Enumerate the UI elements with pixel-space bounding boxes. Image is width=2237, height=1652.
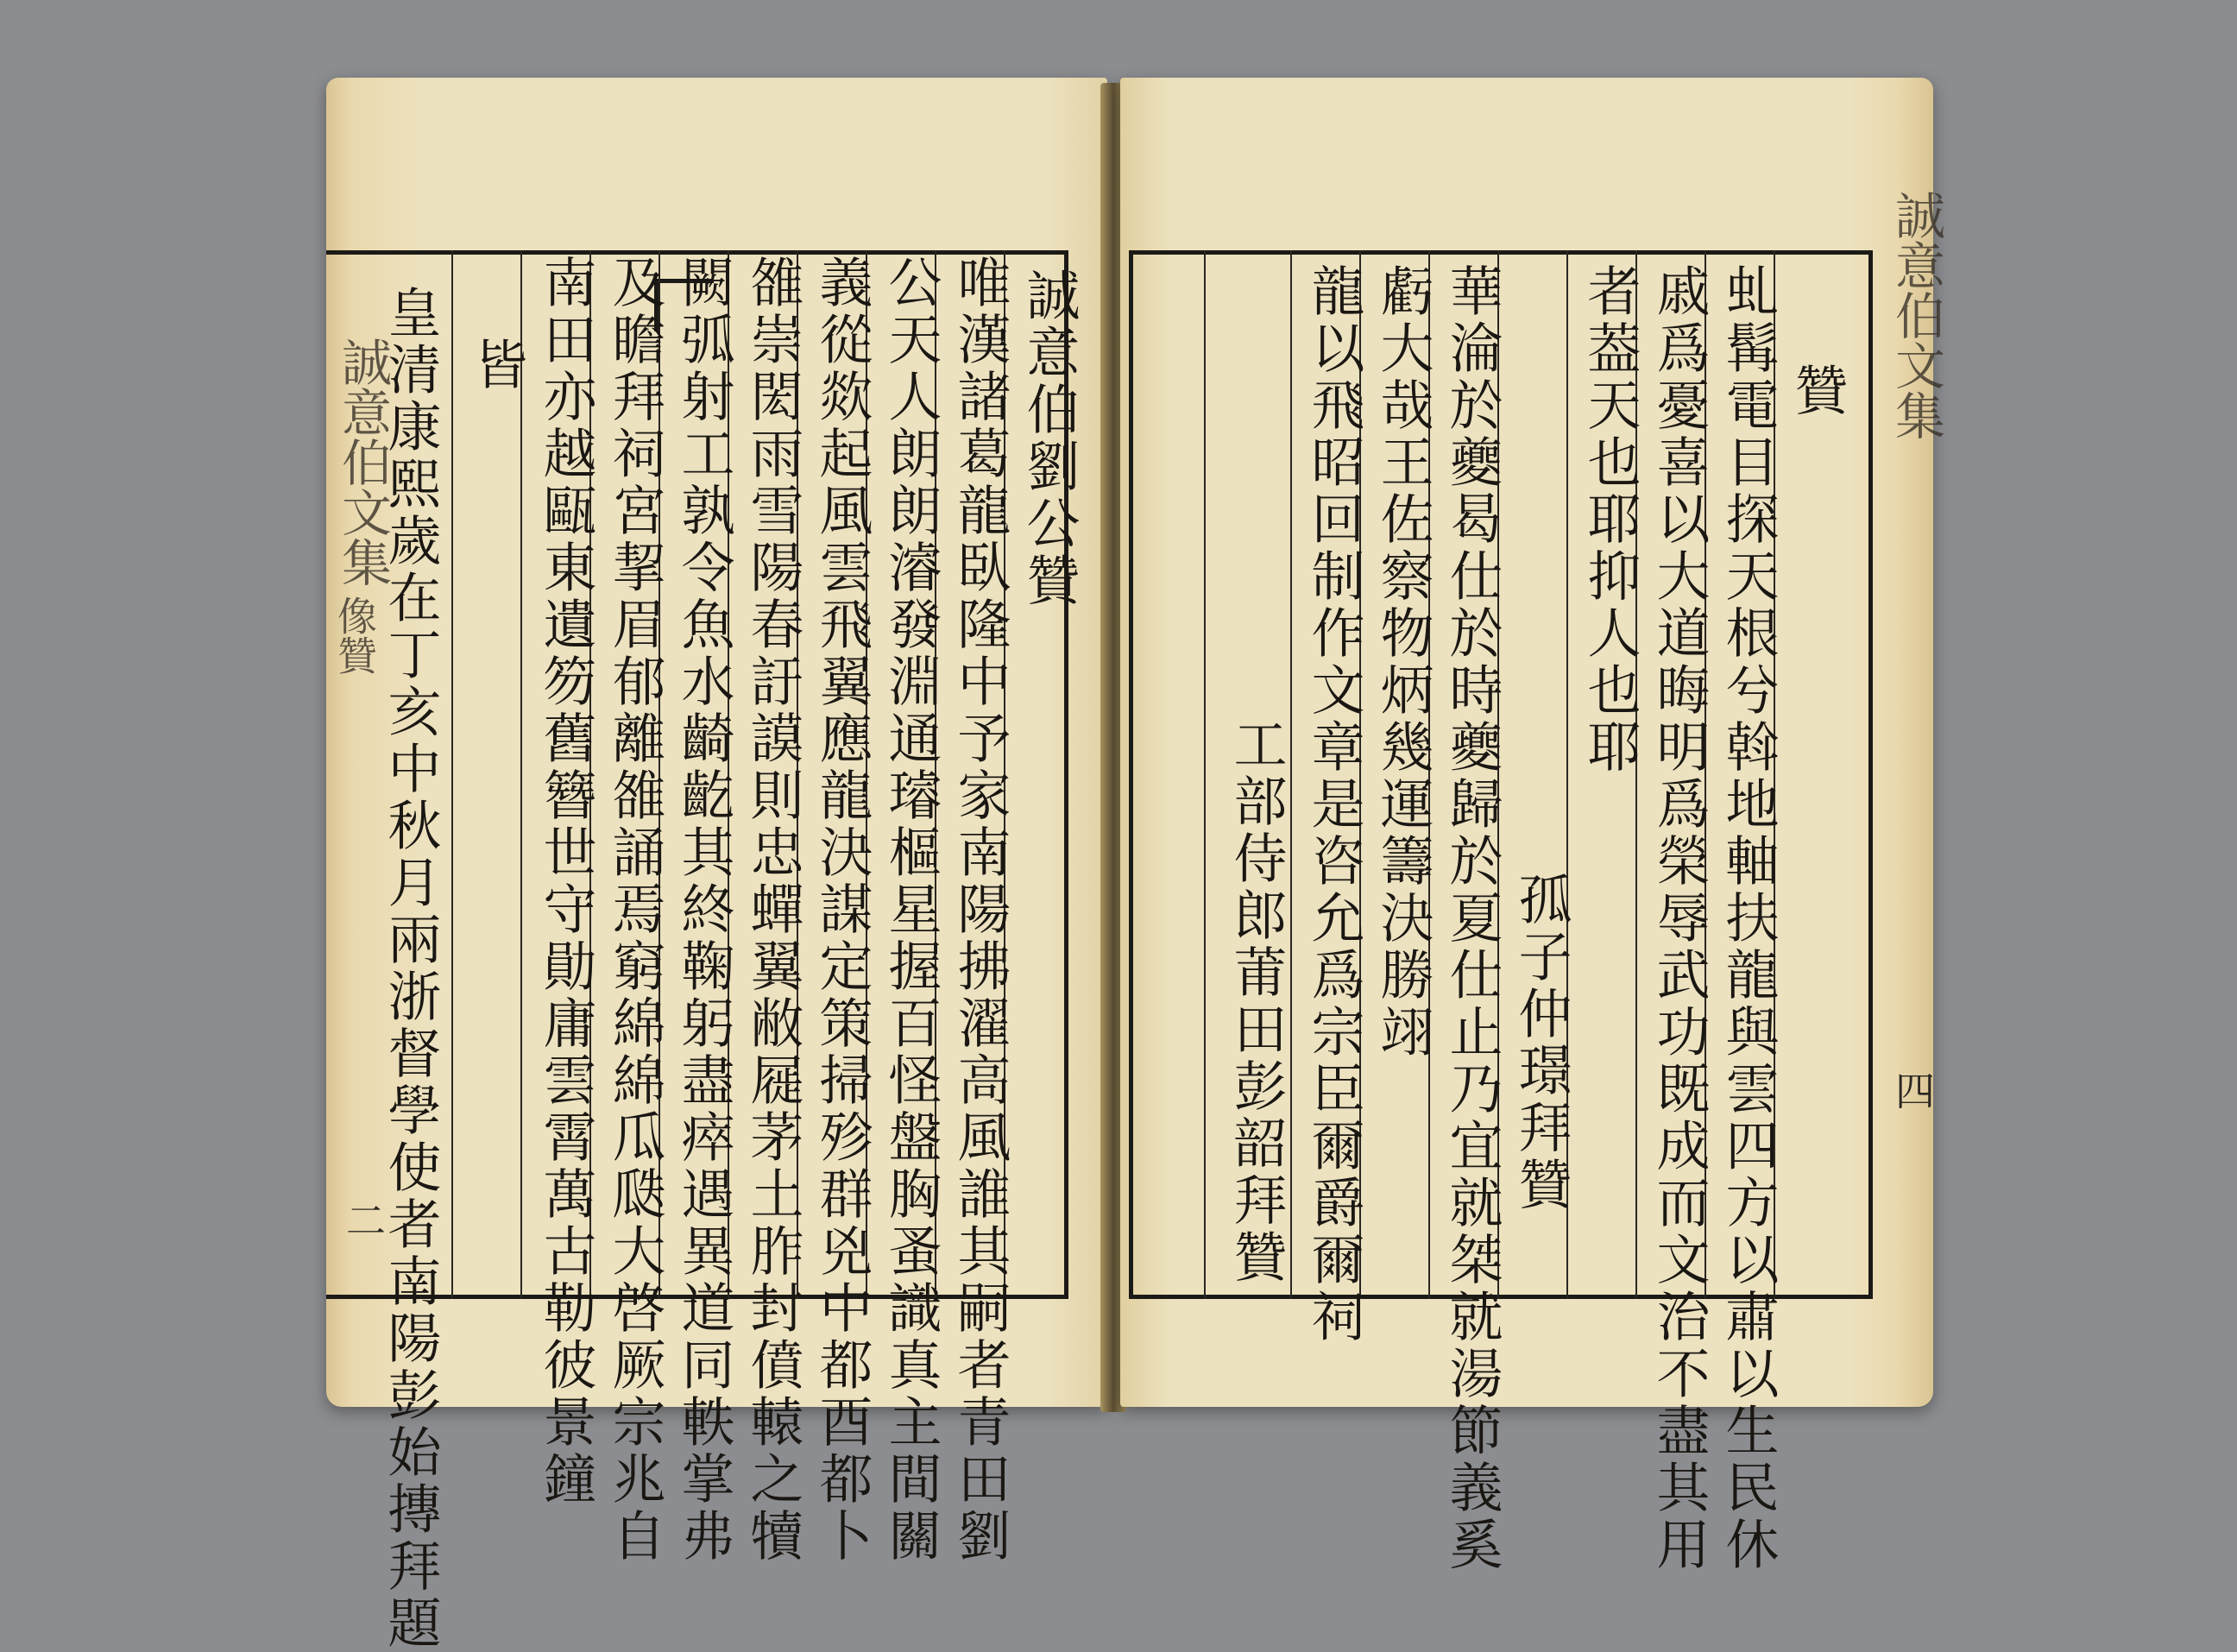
column-text: 龍以飛昭回制作文章是咨允爲宗臣爾爵爾祠 (1302, 263, 1365, 1346)
signature-line: 孤子仲璟拜贊 (1509, 872, 1572, 1214)
left-folio: 二 (340, 1200, 387, 1239)
column-text: 虬髯電目探天根兮斡地軸扶龍與雲四方以肅以生民休 (1717, 263, 1780, 1573)
column-title: 誠意伯劉公贊 (1018, 268, 1081, 609)
open-book (326, 78, 1945, 1652)
column-heading: 贊 (1786, 363, 1849, 419)
column-rule (1204, 250, 1206, 1299)
column-text: 公天人朗朗濬發淵通璿樞星握百怪盤胸蚤識真主間關 (879, 255, 942, 1565)
left-edge-subtitle: 像贊 (331, 596, 378, 675)
signature-line: 工部侍郎莆田彭韶拜贊 (1225, 716, 1288, 1286)
left-edge-title: 誠意伯文集 (333, 337, 392, 587)
column-text: 南田亦越甌東遺笏舊簪世守勛庸雲霄萬古勒彼景鐘 (534, 255, 597, 1508)
column-text: 虧大哉王佐察物炳幾運籌決勝翊 (1371, 263, 1434, 1061)
colophon-line: 皇清康熙歲在丁亥中秋月兩浙督學使者南陽彭始摶拜題 (379, 285, 442, 1652)
right-edge-title: 誠意伯文集 (1887, 190, 1945, 440)
column-rule (451, 250, 453, 1299)
column-text: 及瞻拜祠宮挈眉郁離雒誦焉窮綿綿瓜瓞大啓厥宗兆自 (603, 255, 666, 1565)
right-folio: 四 (1889, 1070, 1936, 1110)
column-text: 唯漢諸葛龍臥隆中予家南陽拂濯高風誰其嗣者青田劉 (948, 255, 1011, 1565)
column-text: 皆 (465, 337, 528, 394)
column-text: 雒崇閎雨雪陽春訏謨則忠蟬翼敝屣茅土胙封僨轅之犢 (741, 255, 804, 1565)
column-rule (520, 250, 522, 1299)
column-text: 闕弧射工孰令魚水齮齕其終鞠躬盡瘁遇異道同軼掌弗 (672, 255, 735, 1565)
column-text: 者葢天也耶抑人也耶 (1579, 263, 1642, 776)
column-text: 義從欻起風雲飛翼應龍決謀定策掃殄群兇中都酉都卜 (810, 255, 873, 1565)
column-rule (1290, 250, 1292, 1299)
column-text: 華淪於夔曷仕於時夔歸於夏仕止乃宜就桀就湯節義奚 (1440, 263, 1503, 1573)
column-text: 戚爲憂喜以大道晦明爲榮辱武功既成而文治不盡其用 (1648, 263, 1711, 1573)
